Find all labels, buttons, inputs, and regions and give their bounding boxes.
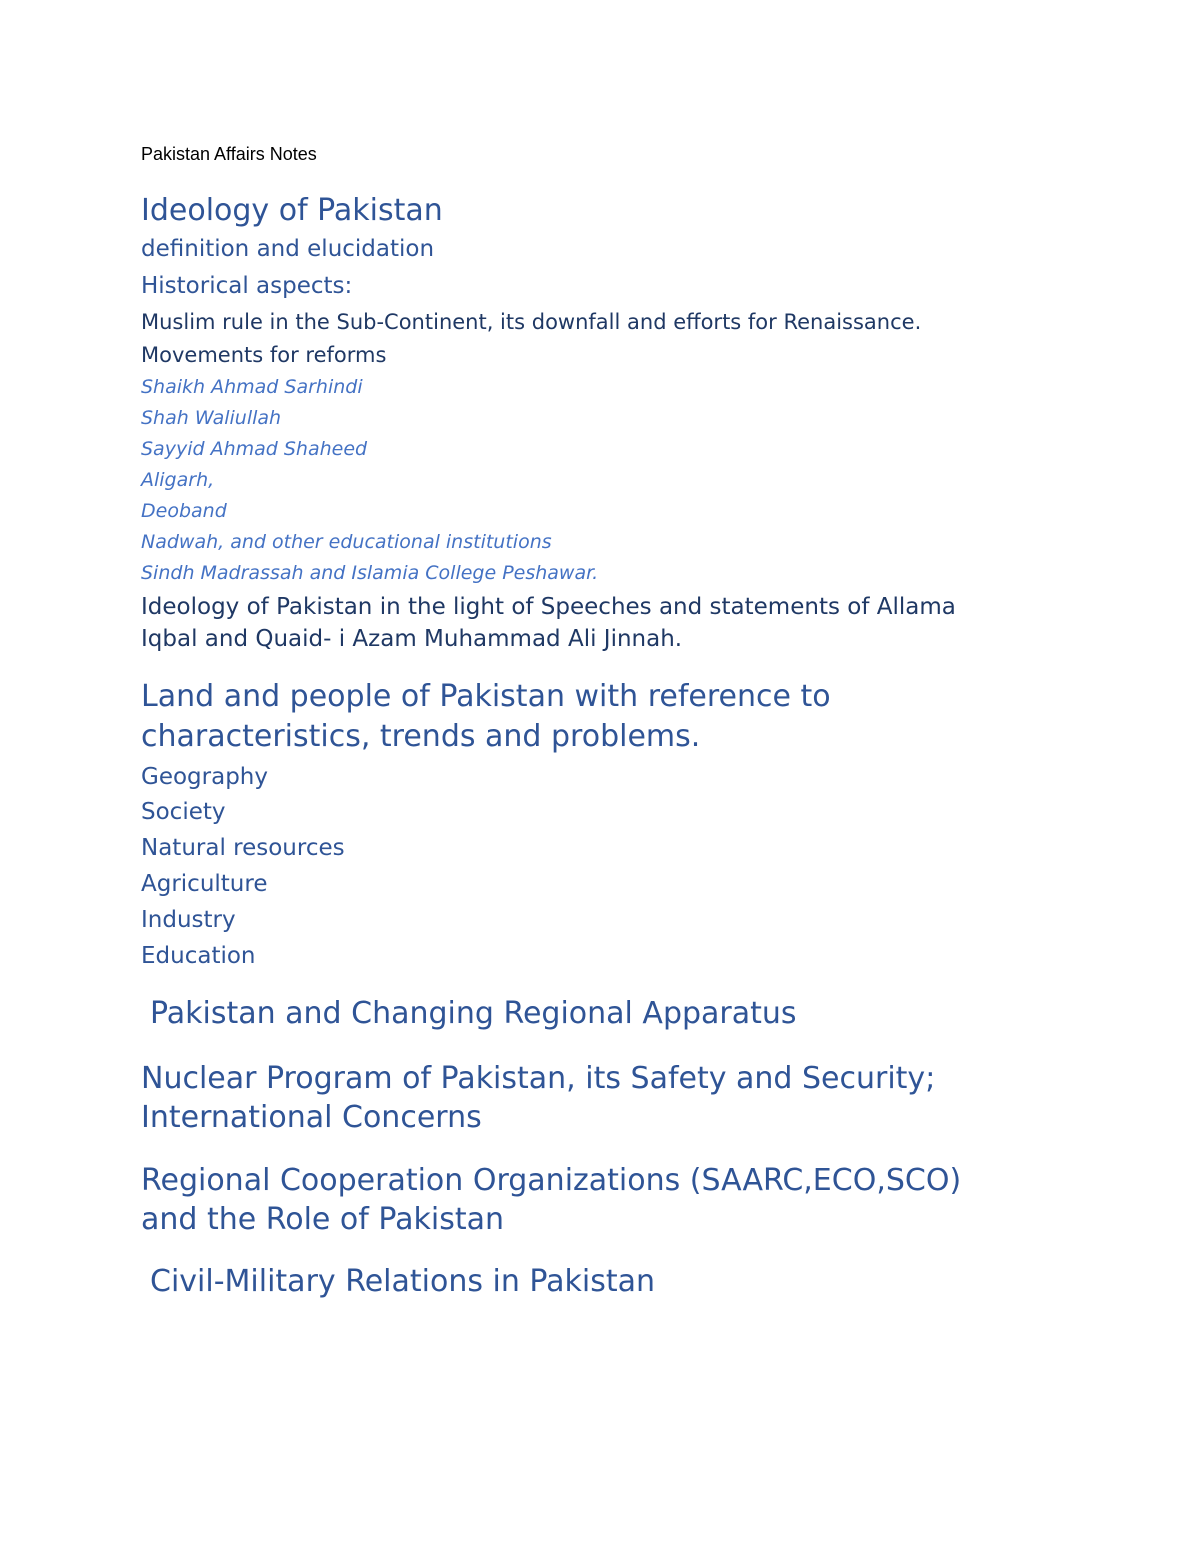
heading-nuclear-2: International Concerns (141, 1100, 482, 1135)
list-item: Natural resources (141, 835, 345, 861)
text-movements: Movements for reforms (141, 343, 387, 367)
list-item: Sindh Madrassah and Islamia College Peshawar. (141, 562, 599, 584)
text-muslim-rule: Muslim rule in the Sub-Continent, its downfall and efforts for Renaissance. (141, 310, 922, 334)
subheading-definition: definition and elucidation (141, 236, 435, 262)
list-item: Sayyid Ahmad Shaheed (141, 438, 368, 460)
heading-ideology: Ideology of Pakistan (141, 193, 443, 228)
list-item: Shaikh Ahmad Sarhindi (141, 376, 363, 398)
heading-regional-coop-1: Regional Cooperation Organizations (SAARC,ECO,SCO) (141, 1163, 962, 1198)
list-item: Agriculture (141, 871, 268, 897)
list-item: Education (141, 943, 256, 969)
document-title: Pakistan Affairs Notes (141, 144, 317, 164)
subheading-historical: Historical aspects: (141, 273, 353, 299)
list-item: Aligarh, (141, 469, 215, 491)
text-ideology-light-1: Ideology of Pakistan in the light of Speeches and statements of Allama (141, 594, 956, 620)
list-item: Deoband (141, 500, 227, 522)
list-item: Industry (141, 907, 236, 933)
heading-regional-apparatus: Pakistan and Changing Regional Apparatus (150, 996, 797, 1031)
list-item: Geography (141, 764, 268, 790)
list-item: Society (141, 799, 226, 825)
heading-land-1: Land and people of Pakistan with reference to (141, 679, 831, 714)
text-ideology-light-2: Iqbal and Quaid- i Azam Muhammad Ali Jinnah. (141, 626, 683, 652)
heading-nuclear-1: Nuclear Program of Pakistan, its Safety and Security; (141, 1061, 936, 1096)
heading-regional-coop-2: and the Role of Pakistan (141, 1202, 505, 1237)
list-item: Shah Waliullah (141, 407, 282, 429)
heading-civil-military: Civil-Military Relations in Pakistan (150, 1264, 656, 1299)
list-item: Nadwah, and other educational institutions (141, 531, 552, 553)
heading-land-2: characteristics, trends and problems. (141, 719, 701, 754)
